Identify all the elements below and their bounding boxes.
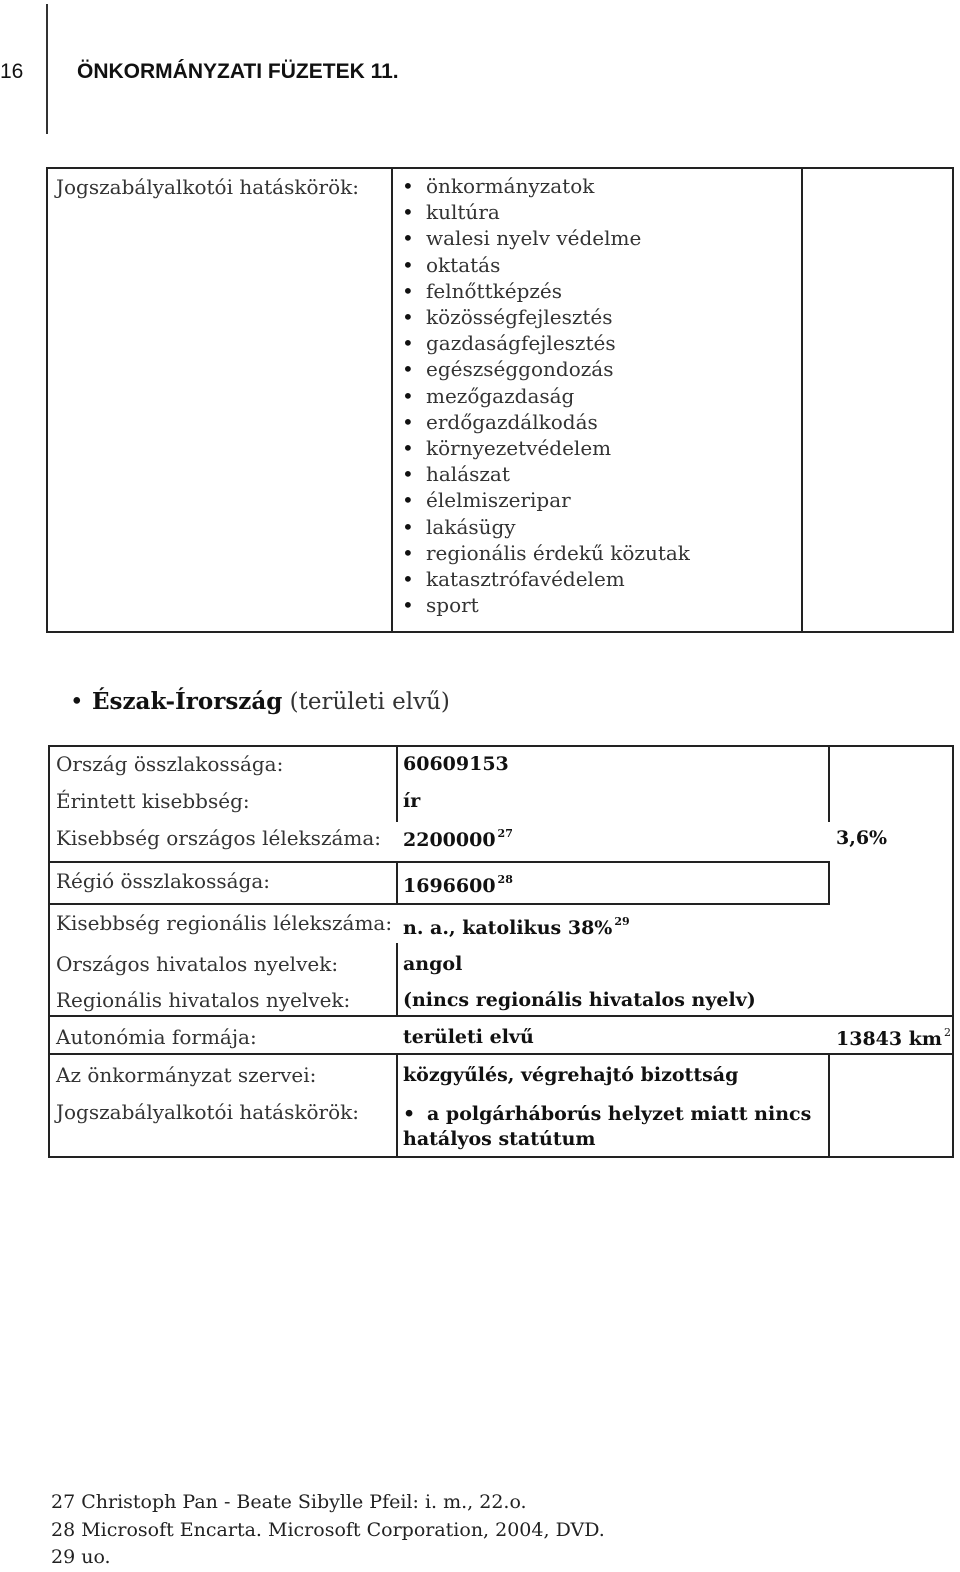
section-region-name: Észak-Írország	[92, 688, 283, 715]
footnote: 29 uo.	[51, 1546, 111, 1568]
list-item: • kultúra	[402, 200, 500, 225]
list-item: • halászat	[402, 462, 510, 487]
list-item: • felnőttképzés	[402, 278, 563, 303]
list-item: • walesi nyelv védelme	[402, 226, 642, 251]
list-item: • katasztrófavédelem	[402, 567, 625, 592]
list-item: • oktatás	[402, 252, 501, 277]
region-population-label: Régió összlakossága:	[56, 869, 270, 893]
list-item: • erdőgazdálkodás	[402, 409, 598, 434]
organs-label: Az önkormányzat szervei:	[56, 1063, 317, 1087]
header-divider	[46, 4, 48, 134]
table-divider	[396, 747, 398, 822]
country-population-value: 60609153	[403, 753, 509, 775]
minority-regional-label: Kisebbség regionális lélekszáma:	[56, 911, 393, 935]
regional-languages-value: (nincs regionális hivatalos nyelv)	[403, 989, 756, 1011]
country-population-label: Ország összlakossága:	[56, 752, 284, 776]
list-item: • közösségfejlesztés	[402, 305, 613, 330]
list-item: • gazdaságfejlesztés	[402, 331, 616, 356]
series-title: ÖNKORMÁNYZATI FÜZETEK 11.	[77, 60, 399, 83]
footnote-ref: 27	[497, 827, 513, 840]
area-unit-superscript: 2	[943, 1026, 951, 1039]
minority-national-value: 2200000 $^{27}$	[403, 827, 513, 851]
table-divider	[828, 747, 830, 822]
table-divider	[50, 1015, 954, 1017]
autonomy-form-label: Autonómia formája:	[56, 1025, 257, 1049]
footnote: 28 Microsoft Encarta. Microsoft Corporation, 2004, DVD.	[51, 1518, 605, 1541]
list-item: • mezőgazdaság	[402, 383, 575, 408]
list-item: • önkormányzatok	[402, 174, 595, 198]
autonomy-area: 13843 km $^2$	[836, 1026, 951, 1050]
competences-table	[46, 167, 954, 633]
regional-languages-label: Regionális hivatalos nyelvek:	[56, 988, 351, 1012]
competences-list	[402, 173, 690, 618]
page-number: 16	[0, 60, 24, 83]
section-heading	[70, 688, 450, 715]
footnote-ref: 28	[497, 873, 513, 886]
list-item: • környezetvédelem	[402, 436, 612, 461]
competences-label: Jogszabályalkotói hatáskörök:	[56, 175, 359, 199]
table-divider	[50, 861, 828, 863]
legislative-value: • a polgárháborús helyzet miatt nincs hatályos statútum	[403, 1103, 812, 1150]
table-divider	[801, 169, 803, 631]
official-languages-label: Országos hivatalos nyelvek:	[56, 952, 339, 976]
legislative-label: Jogszabályalkotói hatáskörök:	[56, 1100, 359, 1124]
table-divider	[50, 903, 828, 905]
table-divider	[396, 943, 398, 1015]
organs-value: közgyűlés, végrehajtó bizottság	[403, 1064, 739, 1086]
minority-value: ír	[403, 790, 421, 812]
footnote-ref: 29	[614, 915, 630, 928]
section-bullet: •	[70, 689, 84, 715]
list-item: • lakásügy	[402, 514, 516, 539]
table-divider	[396, 1053, 398, 1158]
list-item: • regionális érdekű közutak	[402, 540, 690, 565]
footnote: 27 Christoph Pan - Beate Sibylle Pfeil: i. m., 22.o.	[51, 1491, 527, 1513]
table-divider	[396, 861, 398, 905]
table-divider	[828, 861, 830, 905]
list-item: • egészséggondozás	[402, 357, 614, 382]
table-divider	[50, 1053, 954, 1055]
section-suffix: (területi elvű)	[289, 689, 450, 715]
minority-national-percent: 3,6%	[836, 827, 888, 849]
table-divider	[828, 1053, 830, 1158]
minority-national-label: Kisebbség országos lélekszáma:	[56, 826, 382, 850]
list-item: • sport	[402, 593, 479, 618]
list-item: • élelmiszeripar	[402, 488, 571, 513]
official-languages-value: angol	[403, 953, 463, 975]
autonomy-form-value: területi elvű	[403, 1026, 534, 1048]
footnotes	[51, 1489, 605, 1572]
table-divider	[391, 169, 393, 631]
minority-label: Érintett kisebbség:	[56, 789, 250, 813]
minority-regional-value: n. a., katolikus 38% $^{29}$	[403, 915, 630, 939]
region-population-value: 1696600 $^{28}$	[403, 873, 513, 897]
region-data-table	[48, 745, 954, 1158]
